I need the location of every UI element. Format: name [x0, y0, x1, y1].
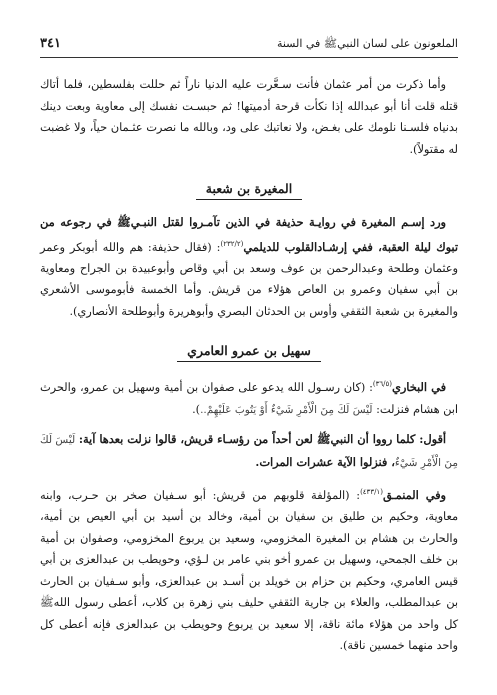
document-page	[40, 36, 458, 657]
paragraph-intro: وأما ذكرت من أمر عثمان فأنت سـعَّرت عليه الدنيا ناراً ثم حللت بفلسطين، فلما أتاك قتله قلت أنا أبو عبدالله إذا نكأت قرحة أدميتها! ثم حبسـت نفسك إلى معاوية وبعت دينك بدنياه فلسـنا نلومك على بغـض، ولا نعاتبك على ود، وبالله ما نصرت عثـمان حياً، ولا غضبت له مقتولاً).	[40, 78, 458, 156]
body-text: : (كان رسـول الله يدعو على صفوان بن أمية وسهيل بن عمرو، والحرث ابن هشام فنزلت:	[40, 381, 458, 416]
section-heading-mughira: المغيرة بن شعبة	[196, 181, 302, 200]
reference: (٢٣٢/٢)	[220, 239, 244, 248]
bold-lead: في البخاري	[391, 380, 446, 395]
paragraph-munammaq	[40, 482, 458, 657]
body-text: ).	[192, 402, 201, 416]
spacer	[40, 474, 458, 482]
paragraph-comment	[40, 429, 458, 474]
spacer	[40, 421, 458, 429]
quran-quote: لَيْسَ لَكَ مِنَ الْأَمْرِ شَيْءٌ	[40, 434, 458, 469]
paragraph-mughira	[40, 212, 458, 322]
body-text: : (فقال حذيفة: هم والله أبوبكر وعمر وعثمان وطلحة وعبدالرحمن بن عوف وسعد بن أبي وقاص وأبوعبيدة بن الجراح ومعاوية بن أبي سفيان وعمرو بن العاص هؤلاء من قريش. وأما الخمسة فأبوموسى الأشعري والمغيرة بن شعبة الثقفي وأوس بن الحدثان البصري وأبوهريرة وأبوطلحة الأنصاري).	[40, 240, 458, 318]
section-heading-suhail: سهيل بن عمرو العامري	[177, 343, 321, 362]
body-text: ، فنزلوا الآية عشرات المرات.	[255, 454, 395, 469]
bold-lead: ورد إسـم المغيرة في روايـة حذيفة في الذين تآمـروا لقتل النبـيﷺ في رجوعه من تبوك ليلة العقبة، ففي إرشـادالقلوب للديلمي	[40, 215, 458, 254]
body-text: : (المؤلفة قلوبهم من قريش: أبو سـفيان صخر بن حـرب، وابنه معاوية، وحكيم بن طليق بن سفيان بن أمية، وخالد بن أسيد بن أبي العيص بن أمية، والحارث بن هشام بن المغيرة المخزومي، وسعيد بن يربوع المخزومي، وصفوان بن أمية بن خلف الجمحي، وسهيل بن عمرو أخو بني عامر بن لـؤي، وحويطب بن عبدالعزى بن أبي قيس العامري، وحكيم بن حزام بن خويلد بن أسـد بن عبدالعزى، وأبو سـفيان بن الحارث بن عبدالمطلب، والعلاء بن جارية الثقفي حليف بني زهرة بن كلاب، أعطى رسول اللهﷺ كل واحد من هؤلاء مائة ناقة، إلا سعيد بن يربوع وحويطب بن عبدالعزى فإنه أعطى كل واحد منهما خمسين ناقة).	[40, 488, 458, 653]
running-title: الملعونون على لسان النبيﷺ في السنة	[276, 37, 458, 50]
section-heading-wrapper	[40, 178, 458, 200]
section-heading-wrapper	[40, 340, 458, 362]
bold-lead: أقول: كلما رووا أن النبيﷺ لعن أحداً من رؤسـاء قريش، قالوا نزلت بعدها آية:	[78, 432, 446, 447]
page-number: ٣٤١	[40, 36, 61, 51]
bold-lead: وفي المنمـق	[382, 487, 446, 502]
running-header	[40, 36, 458, 58]
quran-quote: لَيْسَ لَكَ مِنَ الْأَمْرِ شَيْءٌ أَوْ يَتُوبَ عَلَيْهِمْ..	[200, 403, 373, 416]
reference: (٣٦/٥)	[372, 380, 392, 389]
reference: (٤٣٣/١)	[360, 488, 383, 497]
paragraph-bukhari	[40, 374, 458, 421]
